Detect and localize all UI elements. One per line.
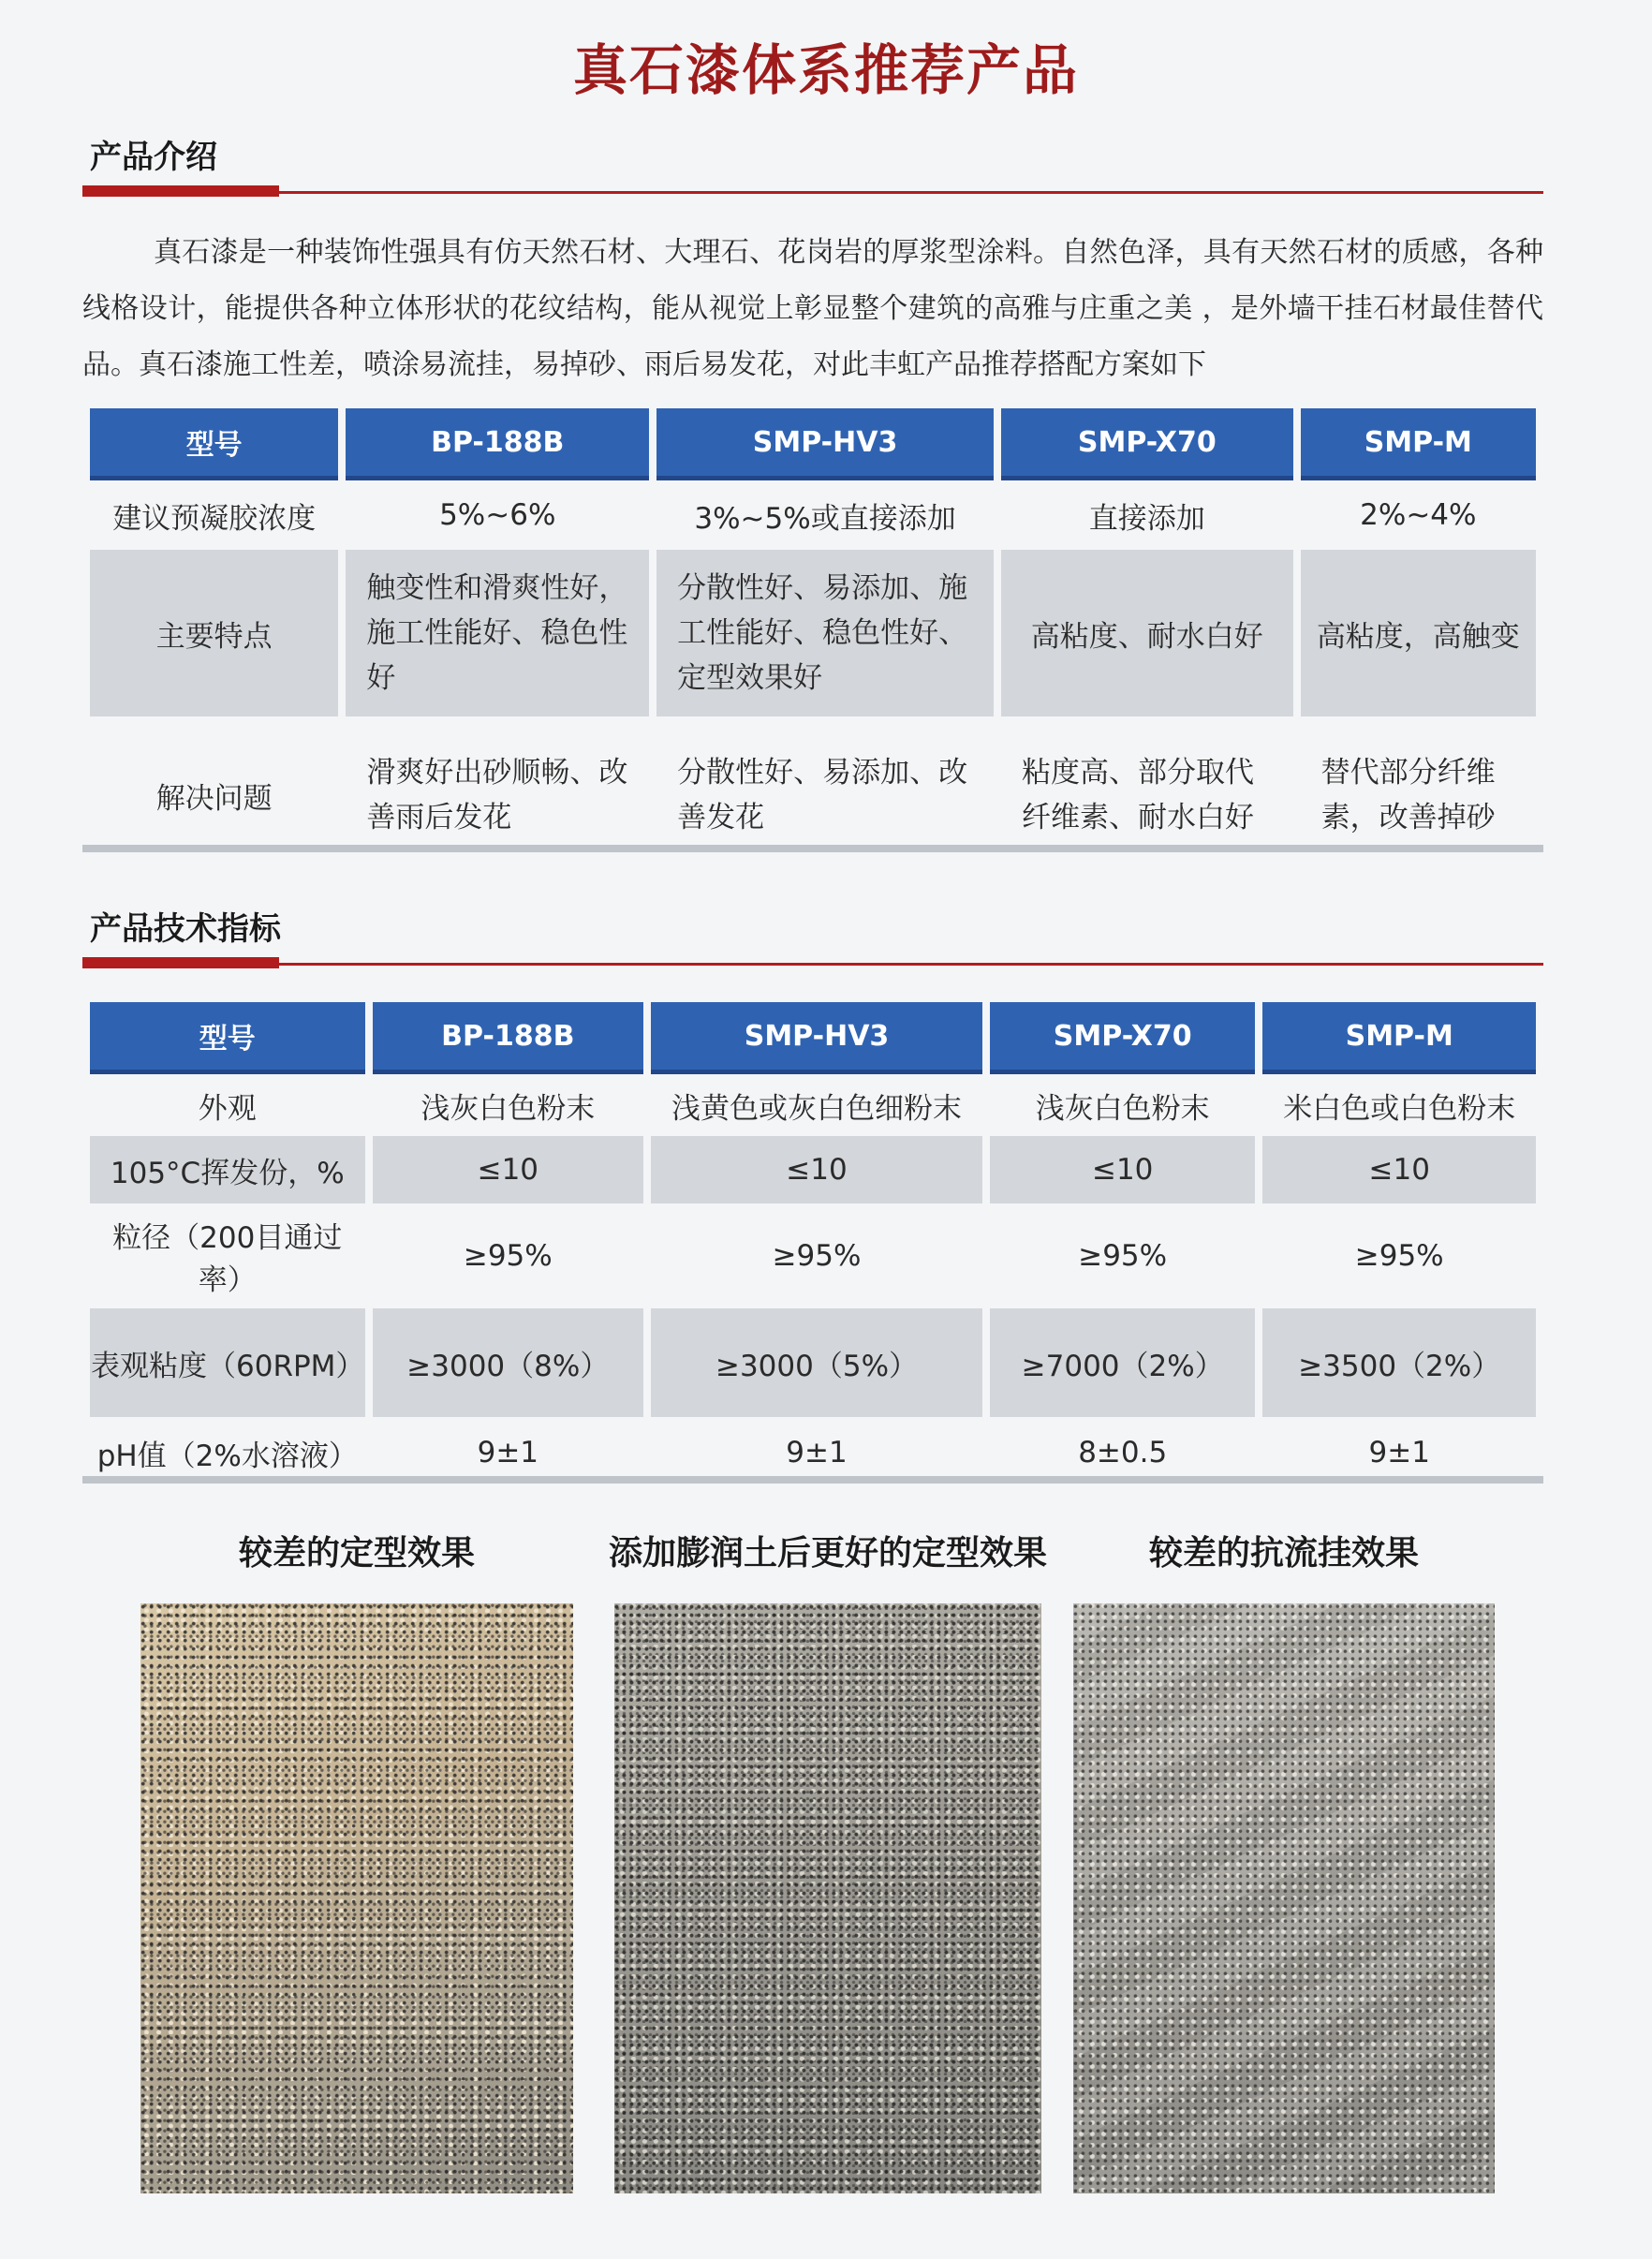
heading-accent-bar (82, 957, 279, 968)
tech-section-heading (82, 903, 1543, 968)
table-row (90, 550, 1536, 716)
sample-panel (1073, 1527, 1495, 2193)
sample-caption: 添加膨润土后更好的定型效果 (608, 1534, 1047, 1572)
row-label: 外观 (198, 1091, 257, 1126)
sample-panel (140, 1527, 573, 2193)
table-cell: 高粘度、耐水白好 (1001, 550, 1293, 716)
heading-accent-bar (82, 185, 279, 197)
stone-texture-photo (1073, 1603, 1495, 2193)
table-row (90, 1308, 1536, 1417)
intro-section-heading (82, 131, 1543, 197)
header-cell: SMP-X70 (1001, 408, 1293, 480)
table-cell: 9±1 (1368, 1436, 1430, 1469)
table-row (90, 480, 1536, 550)
stone-texture-photo (140, 1603, 573, 2193)
table-cell: ≥95% (1354, 1239, 1444, 1273)
sample-caption: 较差的定型效果 (238, 1534, 475, 1572)
table-bottom-rule (82, 845, 1543, 852)
row-label: 主要特点 (90, 550, 338, 716)
table-cell: 5%~6% (439, 498, 556, 532)
table-row (90, 1074, 1536, 1136)
table-row (90, 1136, 1536, 1203)
header-cell: SMP-M (1262, 1002, 1536, 1074)
table-cell: ≤10 (990, 1136, 1256, 1203)
table-cell: ≤10 (651, 1136, 982, 1203)
table-cell: 分散性好、易添加、改善发花 (677, 756, 968, 834)
page-title: 真石漆体系推荐产品 (572, 38, 1079, 102)
row-label: 粒径（200目通过率） (112, 1221, 343, 1297)
row-label: 建议预凝胶浓度 (112, 501, 317, 536)
table-cell: 浅黄色或灰白色细粉末 (671, 1091, 962, 1126)
tech-heading-label: 产品技术指标 (90, 910, 281, 948)
header-cell: SMP-HV3 (651, 1002, 982, 1074)
table-cell: 滑爽好出砂顺畅、改善雨后发花 (366, 756, 628, 834)
header-cell: SMP-HV3 (656, 408, 994, 480)
stone-texture-photo (614, 1603, 1041, 2193)
header-cell: 型号 (90, 408, 338, 480)
recommend-header-row (90, 408, 1536, 480)
table-cell: ≥3500（2%） (1262, 1308, 1536, 1417)
table-bottom-rule (82, 1476, 1543, 1484)
table-cell: 3%~5%或直接添加 (694, 501, 956, 536)
table-cell: 9±1 (786, 1436, 848, 1469)
table-cell: 高粘度，高触变 (1301, 550, 1536, 716)
table-cell: ≥95% (463, 1239, 553, 1273)
table-cell: 替代部分纤维素，改善掉砂 (1320, 756, 1496, 834)
row-label: 105°C挥发份，% (90, 1136, 365, 1203)
header-cell: SMP-M (1301, 408, 1536, 480)
table-cell: 直接添加 (1088, 501, 1205, 536)
table-cell: 分散性好、易添加、施工性能好、稳色性好、定型效果好 (656, 550, 994, 716)
heading-rule (279, 963, 1543, 966)
table-row (90, 1203, 1536, 1308)
header-cell: 型号 (90, 1002, 365, 1074)
table-cell: ≥7000（2%） (990, 1308, 1256, 1417)
table-cell: 浅灰白色粉末 (1035, 1091, 1210, 1126)
intro-heading-label: 产品介绍 (90, 139, 217, 176)
row-label: 解决问题 (155, 781, 273, 816)
table-cell: 8±0.5 (1078, 1436, 1168, 1469)
table-cell: 浅灰白色粉末 (420, 1091, 596, 1126)
table-cell: ≤10 (1262, 1136, 1536, 1203)
tech-header-row (90, 1002, 1536, 1074)
sample-panel (608, 1527, 1047, 2193)
heading-rule (279, 191, 1543, 194)
table-cell: ≥3000（8%） (373, 1308, 644, 1417)
table-cell: 9±1 (477, 1436, 539, 1469)
intro-text (82, 225, 1543, 393)
recommend-table (82, 408, 1543, 874)
table-cell: ≤10 (373, 1136, 644, 1203)
row-label: 表观粘度（60RPM） (90, 1308, 365, 1417)
table-cell: ≥3000（5%） (651, 1308, 982, 1417)
sample-caption: 较差的抗流挂效果 (1148, 1534, 1419, 1572)
table-cell: 米白色或白色粉末 (1283, 1091, 1516, 1126)
tech-table (82, 1002, 1543, 1488)
table-cell: 2%~4% (1360, 498, 1477, 532)
table-cell: 粘度高、部分取代纤维素、耐水白好 (1021, 756, 1254, 834)
table-cell: 触变性和滑爽性好，施工性能好、稳色性好 (346, 550, 649, 716)
row-label: pH值（2%水溶液） (96, 1439, 358, 1473)
header-cell: SMP-X70 (990, 1002, 1256, 1074)
header-cell: BP-188B (346, 408, 649, 480)
table-cell: ≥95% (1078, 1239, 1168, 1273)
header-cell: BP-188B (373, 1002, 644, 1074)
table-cell: ≥95% (772, 1239, 862, 1273)
intro-paragraph: 真石漆是一种装饰性强具有仿天然石材、大理石、花岗岩的厚浆型涂料。自然色泽，具有天然石材的质感，各种线格设计，能提供各种立体形状的花纹结构，能从视觉上彰显整个建筑的高雅与庄重之美 ，是外墙干挂石材最佳替代品。真石漆施工性差，喷涂易流挂，易掉砂、雨后易发花，对此丰虹产品推荐搭配方案如下 (82, 236, 1543, 381)
